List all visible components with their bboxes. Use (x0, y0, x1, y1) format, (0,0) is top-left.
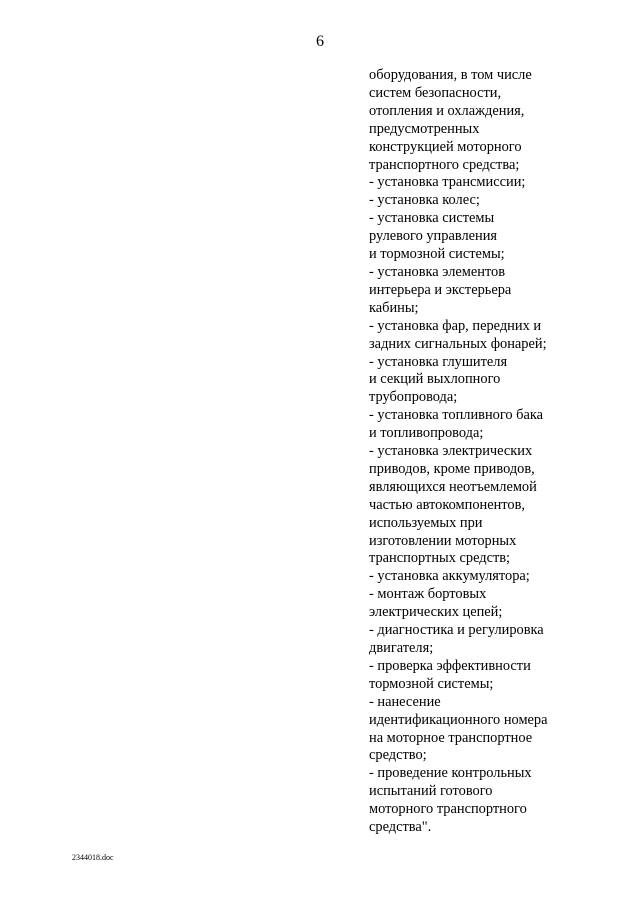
text-line: - установка элементов (369, 263, 506, 280)
text-line: - установка аккумулятора; (369, 568, 530, 585)
text-line: интерьера и экстерьера (369, 281, 512, 298)
text-line: и тормозной системы; (369, 246, 505, 263)
text-line: идентификационного номера (369, 711, 548, 728)
text-line: испытаний готового (369, 783, 493, 800)
text-line: транспортных средств; (369, 550, 511, 567)
text-line: транспортного средства; (369, 156, 520, 173)
text-line: - диагностика и регулировка (369, 622, 544, 639)
text-line: - проведение контрольных (369, 765, 532, 782)
text-line: трубопровода; (369, 389, 458, 406)
text-line: частью автокомпонентов, (369, 496, 525, 513)
text-line: оборудования, в том числе (369, 67, 532, 83)
text-line: - нанесение (369, 693, 441, 710)
body-text (369, 67, 609, 837)
text-line: приводов, кроме приводов, (369, 460, 535, 477)
text-line: и секций выхлопного (369, 371, 501, 388)
text-line: двигателя; (369, 640, 434, 656)
text-line: - монтаж бортовых (369, 586, 487, 603)
page-number: 6 (316, 33, 324, 50)
text-line: - установка фар, передних и (369, 317, 542, 334)
text-line: систем безопасности, (369, 84, 502, 101)
text-line: кабины; (369, 299, 419, 316)
text-line: предусмотренных (369, 120, 480, 137)
text-line: - проверка эффективности (369, 657, 531, 674)
text-line: - установка глушителя (369, 353, 508, 370)
text-line: - установка системы (369, 210, 495, 227)
text-line: используемых при (369, 514, 483, 531)
text-line: задних сигнальных фонарей; (369, 335, 547, 352)
text-line: конструкцией моторного (369, 138, 522, 155)
text-line: - установка трансмиссии; (369, 174, 526, 191)
text-line: - установка топливного бака (369, 407, 544, 424)
document-filename: 2344018.doc (72, 853, 114, 862)
text-line: тормозной системы; (369, 675, 494, 692)
text-line: средство; (369, 747, 427, 764)
text-line: - установка электрических (369, 443, 533, 460)
text-line: моторного транспортного (369, 801, 527, 818)
text-line: изготовлении моторных (369, 532, 517, 549)
text-line: электрических цепей; (369, 604, 503, 621)
text-line: рулевого управления (369, 228, 498, 245)
text-line: и топливопровода; (369, 425, 484, 442)
text-line: средства". (369, 819, 432, 836)
text-line: на моторное транспортное (369, 729, 533, 746)
text-line: - установка колес; (369, 192, 480, 209)
text-line: отопления и охлаждения, (369, 102, 525, 119)
text-line: являющихся неотъемлемой (369, 478, 537, 495)
